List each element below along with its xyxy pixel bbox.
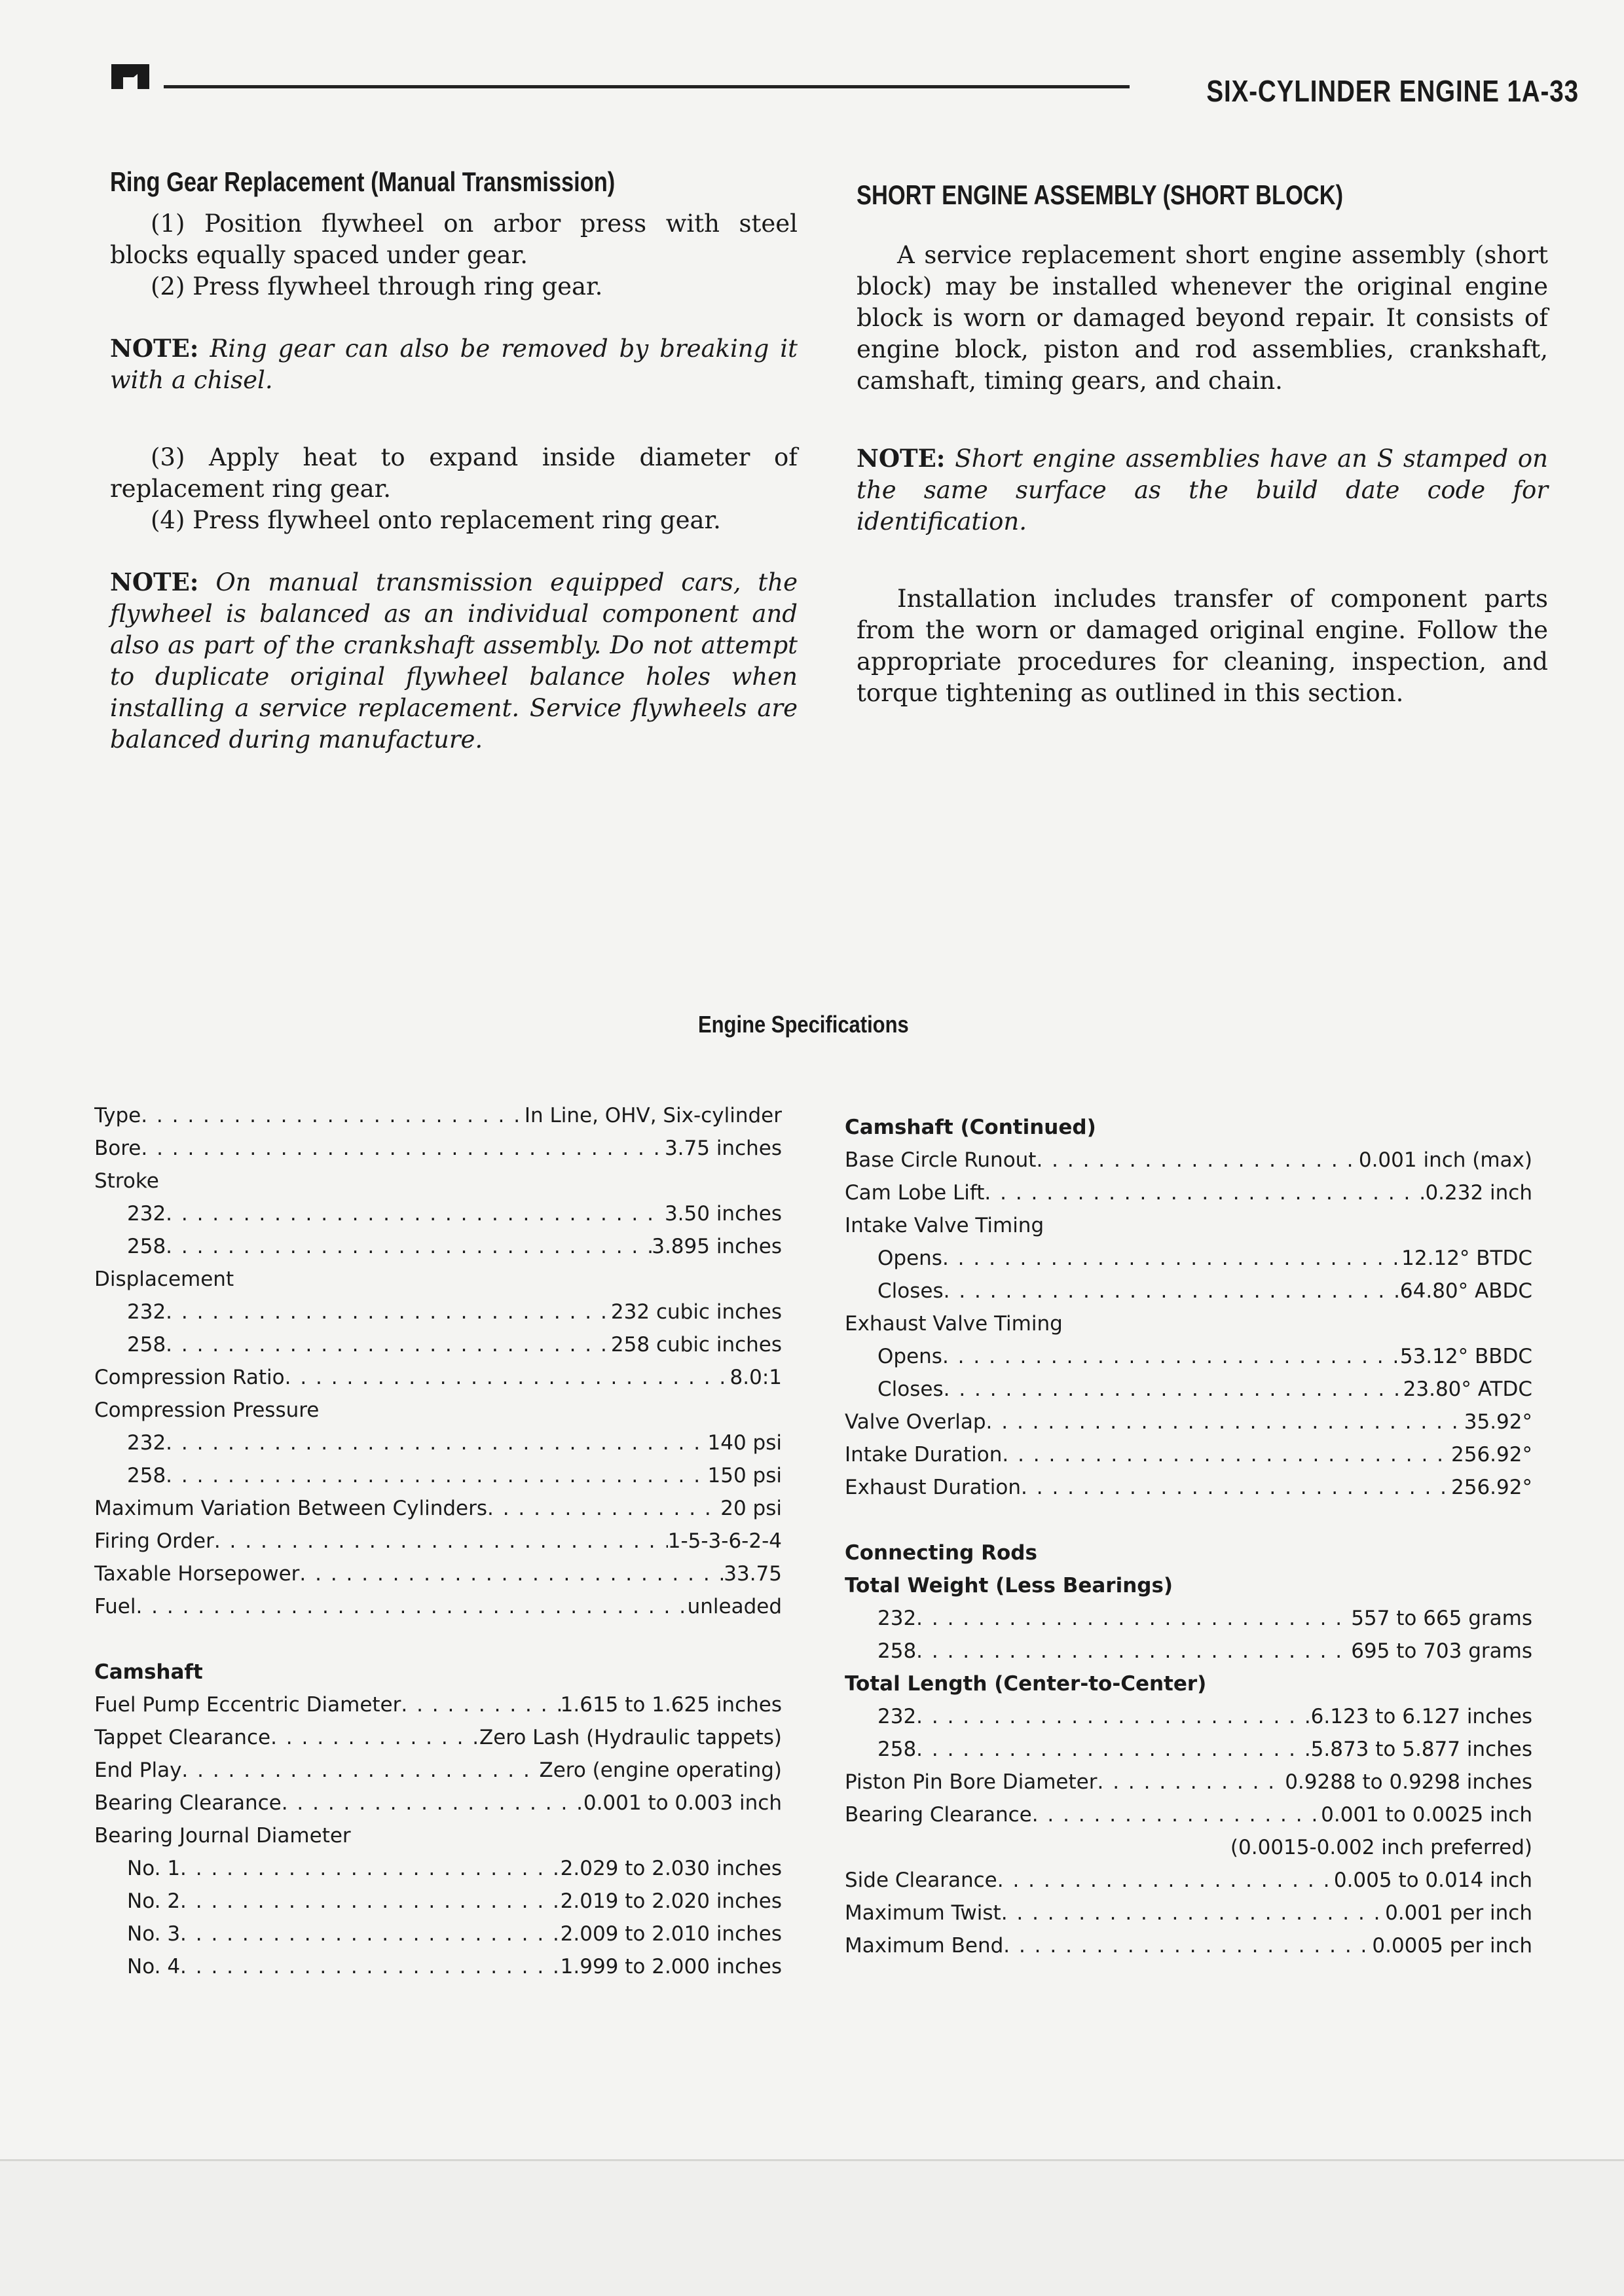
spec-value: Zero Lash (Hydraulic tappets) bbox=[479, 1726, 782, 1749]
spec-value: 0.9288 to 0.9298 inches bbox=[1285, 1770, 1532, 1794]
spec-heading: Connecting Rods bbox=[845, 1541, 1037, 1565]
spec-row-exhaust-closes bbox=[845, 1377, 1532, 1410]
spec-label: 258 bbox=[877, 1738, 917, 1761]
spec-label: Bearing Clearance bbox=[845, 1803, 1032, 1827]
note-label: NOTE: bbox=[857, 444, 946, 473]
spec-value: 23.80° ATDC bbox=[1403, 1377, 1532, 1401]
spec-head-camshaft-continued bbox=[845, 1116, 1532, 1148]
spec-row-weight-232 bbox=[845, 1607, 1532, 1639]
spec-row-bearing-clearance bbox=[94, 1791, 782, 1824]
spec-value: 2.029 to 2.030 inches bbox=[560, 1857, 782, 1880]
spec-row-valve-overlap bbox=[845, 1410, 1532, 1443]
page-header-title: SIX-CYLINDER ENGINE 1A-33 bbox=[1206, 74, 1579, 108]
spec-row-intake-duration bbox=[845, 1443, 1532, 1476]
spec-row-press-232 bbox=[94, 1431, 782, 1464]
spec-label: Tappet Clearance bbox=[94, 1726, 271, 1749]
spec-label: 258 bbox=[127, 1235, 166, 1258]
spec-head-camshaft bbox=[94, 1660, 782, 1693]
spec-value: 150 psi bbox=[707, 1464, 782, 1487]
spec-row-length-232 bbox=[845, 1705, 1532, 1738]
spec-row-stroke bbox=[94, 1169, 782, 1202]
spec-label: Total Weight (Less Bearings) bbox=[845, 1574, 1173, 1597]
spec-label: 232 bbox=[877, 1705, 917, 1728]
spec-label: Bearing Journal Diameter bbox=[94, 1824, 351, 1848]
spec-value: unleaded bbox=[687, 1595, 782, 1618]
note-2 bbox=[110, 566, 798, 756]
spec-label: Exhaust Duration bbox=[845, 1476, 1022, 1499]
spec-label: Fuel bbox=[94, 1595, 136, 1618]
spec-label: Closes bbox=[877, 1279, 944, 1303]
spec-label: End Play bbox=[94, 1758, 182, 1782]
spec-value: 3.895 inches bbox=[652, 1235, 782, 1258]
spec-value: In Line, OHV, Six-cylinder bbox=[524, 1104, 782, 1127]
spec-value: 695 to 703 grams bbox=[1351, 1639, 1532, 1663]
spec-value: 1.999 to 2.000 inches bbox=[560, 1955, 782, 1978]
spec-row-disp-258 bbox=[94, 1333, 782, 1366]
spec-row-rod-bearing-clearance bbox=[845, 1803, 1532, 1836]
spec-value: 557 to 665 grams bbox=[1351, 1607, 1532, 1630]
header-rule bbox=[164, 85, 1130, 88]
note-text: Short engine assemblies have an S stamped on the same surface as the build date code for identification. bbox=[857, 445, 1549, 536]
spec-value: 1.615 to 1.625 inches bbox=[560, 1693, 782, 1717]
spec-row-exhaust-opens bbox=[845, 1345, 1532, 1377]
spec-row-tappet-clearance bbox=[94, 1726, 782, 1758]
spec-value: 2.009 to 2.010 inches bbox=[560, 1922, 782, 1946]
spec-value: 53.12° BBDC bbox=[1399, 1345, 1532, 1368]
spec-value: 35.92° bbox=[1464, 1410, 1532, 1434]
spec-label: Side Clearance bbox=[845, 1868, 997, 1892]
publisher-logo-icon bbox=[111, 63, 160, 90]
spec-label: Intake Duration bbox=[845, 1443, 1003, 1467]
spec-label: 232 bbox=[127, 1431, 166, 1455]
spec-value: 3.50 inches bbox=[664, 1202, 782, 1226]
spec-value: 0.001 inch (max) bbox=[1358, 1148, 1532, 1172]
spec-row-exhaust-duration bbox=[845, 1476, 1532, 1508]
spec-label: Stroke bbox=[94, 1169, 159, 1193]
spec-row-compression-pressure bbox=[94, 1398, 782, 1431]
spec-label: Closes bbox=[877, 1377, 944, 1401]
spec-label: Cam Lobe Lift bbox=[845, 1181, 985, 1205]
spec-value: 256.92° bbox=[1451, 1443, 1532, 1467]
spec-label: No. 4 bbox=[127, 1955, 181, 1978]
spec-label: Bearing Clearance bbox=[94, 1791, 282, 1815]
spec-value: Zero (engine operating) bbox=[539, 1758, 782, 1782]
spec-row-disp-232 bbox=[94, 1300, 782, 1333]
spec-row-journal-4 bbox=[94, 1955, 782, 1988]
spec-value: 140 psi bbox=[707, 1431, 782, 1455]
spec-label: Compression Pressure bbox=[94, 1398, 320, 1422]
spec-row-journal-1 bbox=[94, 1857, 782, 1889]
spec-label: Intake Valve Timing bbox=[845, 1214, 1044, 1237]
spec-label: Maximum Twist bbox=[845, 1901, 1001, 1925]
spec-value: 5.873 to 5.877 inches bbox=[1310, 1738, 1532, 1761]
short-block-heading: SHORT ENGINE ASSEMBLY (SHORT BLOCK) bbox=[857, 179, 1344, 210]
engine-specifications-title: Engine Specifications bbox=[698, 1011, 909, 1038]
spec-row-type bbox=[94, 1104, 782, 1137]
spec-label: Type bbox=[94, 1104, 141, 1127]
spec-row-weight-258 bbox=[845, 1639, 1532, 1672]
spec-label: 232 bbox=[127, 1202, 166, 1226]
spec-label: 258 bbox=[877, 1639, 917, 1663]
spec-value: (0.0015-0.002 inch preferred) bbox=[1230, 1836, 1532, 1859]
spec-value: 2.019 to 2.020 inches bbox=[560, 1889, 782, 1913]
spec-table-right bbox=[845, 1116, 1532, 1967]
spec-value: 0.001 per inch bbox=[1385, 1901, 1532, 1925]
spec-value: 256.92° bbox=[1451, 1476, 1532, 1499]
ring-gear-section bbox=[110, 165, 798, 756]
spec-value: 232 cubic inches bbox=[610, 1300, 782, 1324]
step-2: (2) Press flywheel through ring gear. bbox=[151, 272, 603, 301]
spec-heading: Camshaft bbox=[94, 1660, 203, 1684]
spec-label: No. 1 bbox=[127, 1857, 181, 1880]
spec-row-max-bend bbox=[845, 1934, 1532, 1967]
spec-row-journal-2 bbox=[94, 1889, 782, 1922]
spec-label: Fuel Pump Eccentric Diameter bbox=[94, 1693, 401, 1717]
spec-row-compression-ratio bbox=[94, 1366, 782, 1398]
spec-value: 0.005 to 0.014 inch bbox=[1333, 1868, 1532, 1892]
spec-row-base-circle bbox=[845, 1148, 1532, 1181]
spec-value: 64.80° ABDC bbox=[1399, 1279, 1532, 1303]
spec-row-intake-opens bbox=[845, 1247, 1532, 1279]
spec-label: Valve Overlap bbox=[845, 1410, 986, 1434]
spec-value: 0.0005 per inch bbox=[1372, 1934, 1532, 1958]
spec-row-piston-pin-bore bbox=[845, 1770, 1532, 1803]
spec-label: Taxable Horsepower bbox=[94, 1562, 300, 1586]
spec-value: 8.0:1 bbox=[729, 1366, 782, 1389]
ring-gear-heading: Ring Gear Replacement (Manual Transmission) bbox=[110, 166, 616, 197]
spec-row-bearing-journal bbox=[94, 1824, 782, 1857]
spec-row-side-clearance bbox=[845, 1868, 1532, 1901]
spec-value: 0.232 inch bbox=[1425, 1181, 1532, 1205]
spec-label: Maximum Bend bbox=[845, 1934, 1004, 1958]
spec-row-length-258 bbox=[845, 1738, 1532, 1770]
note-label: NOTE: bbox=[110, 334, 199, 363]
spec-label: Compression Ratio bbox=[94, 1366, 285, 1389]
spec-label: 258 bbox=[127, 1333, 166, 1357]
spec-heading: Camshaft (Continued) bbox=[845, 1116, 1096, 1139]
spec-label: Total Length (Center-to-Center) bbox=[845, 1672, 1207, 1696]
spec-row-exhaust-timing bbox=[845, 1312, 1532, 1345]
spec-value: 0.001 to 0.0025 inch bbox=[1321, 1803, 1532, 1827]
note-text: Ring gear can also be removed by breaking it with a chisel. bbox=[110, 335, 798, 394]
spec-label: Piston Pin Bore Diameter bbox=[845, 1770, 1098, 1794]
spec-label: 258 bbox=[127, 1464, 166, 1487]
spec-row-press-258 bbox=[94, 1464, 782, 1497]
spec-label: Opens bbox=[877, 1345, 942, 1368]
spec-value: 1-5-3-6-2-4 bbox=[667, 1529, 782, 1553]
spec-row-intake-closes bbox=[845, 1279, 1532, 1312]
step-4: (4) Press flywheel onto replacement ring gear. bbox=[151, 506, 721, 534]
spec-row-stroke-258 bbox=[94, 1235, 782, 1267]
spec-table-left bbox=[94, 1104, 782, 1988]
spec-label: Exhaust Valve Timing bbox=[845, 1312, 1063, 1336]
spec-value: 0.001 to 0.003 inch bbox=[583, 1791, 782, 1815]
note-label: NOTE: bbox=[110, 568, 199, 596]
short-block-paragraph-1: A service replacement short engine assembly (short block) may be installed whenever the original engine block is worn or damaged beyond repair. It consists of engine block, piston and rod assemblies, crankshaft, camshaft, timing gears, and chain. bbox=[857, 241, 1548, 395]
spec-label: No. 3 bbox=[127, 1922, 181, 1946]
spec-row-journal-3 bbox=[94, 1922, 782, 1955]
spec-row-total-weight bbox=[845, 1574, 1532, 1607]
spec-value: 258 cubic inches bbox=[610, 1333, 782, 1357]
spec-value: 33.75 bbox=[724, 1562, 782, 1586]
spec-label: Maximum Variation Between Cylinders bbox=[94, 1497, 487, 1520]
note-text: On manual transmission equipped cars, the flywheel is balanced as an individual component and also as part of the crankshaft assembly. Do not attempt to duplicate original flywheel balance holes when installing a service replacement. Service flywheels are balanced during manufacture. bbox=[110, 568, 798, 754]
spec-row-displacement bbox=[94, 1267, 782, 1300]
spec-row-fuel-pump-eccentric bbox=[94, 1693, 782, 1726]
spec-value: 20 psi bbox=[720, 1497, 782, 1520]
step-1: (1) Position flywheel on arbor press with steel blocks equally spaced under gear. bbox=[110, 210, 798, 269]
spec-value: 3.75 inches bbox=[664, 1137, 782, 1160]
spec-row-intake-timing bbox=[845, 1214, 1532, 1247]
spec-row-total-length bbox=[845, 1672, 1532, 1705]
spec-head-connecting-rods bbox=[845, 1541, 1532, 1574]
spec-row-fuel bbox=[94, 1595, 782, 1628]
spec-label: Base Circle Runout bbox=[845, 1148, 1037, 1172]
spec-row-end-play bbox=[94, 1758, 782, 1791]
spec-value: 12.12° BTDC bbox=[1401, 1247, 1532, 1270]
short-block-section bbox=[857, 178, 1548, 709]
spec-row-horsepower bbox=[94, 1562, 782, 1595]
spec-row-bore bbox=[94, 1137, 782, 1169]
spec-label: No. 2 bbox=[127, 1889, 181, 1913]
spec-label: 232 bbox=[877, 1607, 917, 1630]
short-block-paragraph-2: Installation includes transfer of component parts from the worn or damaged original engine. Follow the appropriate procedures for cleaning, inspection, and torque tightening as outlined in this section. bbox=[857, 585, 1548, 707]
spec-row-max-twist bbox=[845, 1901, 1532, 1934]
note-1 bbox=[110, 333, 798, 396]
spec-value: 6.123 to 6.127 inches bbox=[1310, 1705, 1532, 1728]
spec-label: 232 bbox=[127, 1300, 166, 1324]
step-3: (3) Apply heat to expand inside diameter of replacement ring gear. bbox=[110, 443, 798, 503]
page-bottom-edge bbox=[0, 2159, 1624, 2161]
spec-row-stroke-232 bbox=[94, 1202, 782, 1235]
short-block-note bbox=[857, 443, 1548, 538]
spec-row-firing-order bbox=[94, 1529, 782, 1562]
spec-label: Bore bbox=[94, 1137, 141, 1160]
spec-row-cam-lobe-lift bbox=[845, 1181, 1532, 1214]
spec-row-rod-bearing-preferred bbox=[845, 1836, 1532, 1868]
spec-label: Firing Order bbox=[94, 1529, 214, 1553]
spec-label: Opens bbox=[877, 1247, 942, 1270]
spec-row-max-variation bbox=[94, 1497, 782, 1529]
spec-label: Displacement bbox=[94, 1267, 234, 1291]
